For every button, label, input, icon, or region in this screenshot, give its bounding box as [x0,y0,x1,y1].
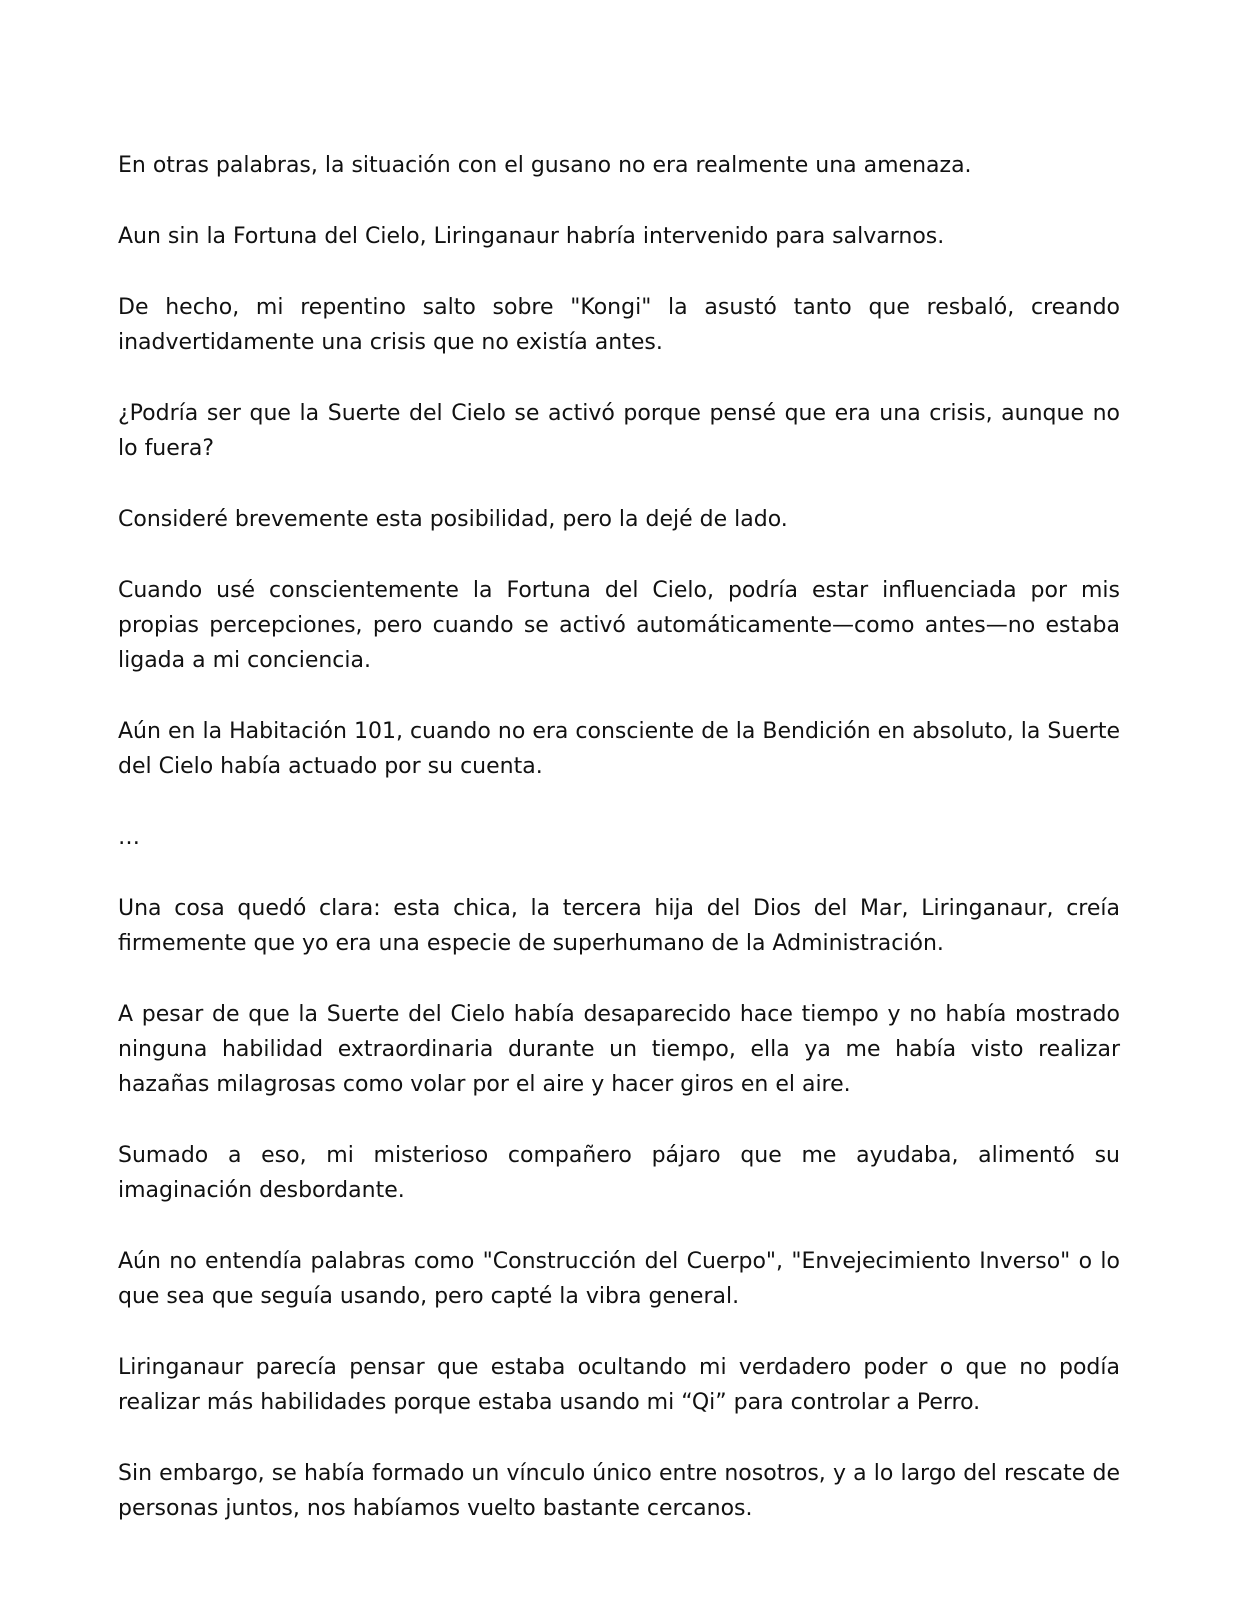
paragraph: Una cosa quedó clara: esta chica, la tercera hija del Dios del Mar, Liringanaur, creía firmemente que yo era una especie de superhumano de la Administración. [118,896,1120,956]
paragraph: Cuando usé conscientemente la Fortuna del Cielo, podría estar influenciada por mis propias percepciones, pero cuando se activó automáticamente—como antes—no estaba ligada a mi conciencia. [118,578,1120,673]
paragraph: A pesar de que la Suerte del Cielo había desaparecido hace tiempo y no había mostrado ninguna habilidad extraordinaria durante un tiempo, ella ya me había visto realizar hazañas milagrosas como volar por el aire y hacer giros en el aire. [118,1002,1120,1097]
paragraph: Liringanaur parecía pensar que estaba ocultando mi verdadero poder o que no podía realizar más habilidades porque estaba usando mi “Qi” para controlar a Perro. [118,1355,1120,1415]
paragraph: Aún en la Habitación 101, cuando no era consciente de la Bendición en absoluto, la Suerte del Cielo había actuado por su cuenta. [118,719,1120,779]
ellipsis-separator: … [118,825,140,850]
paragraph: Sin embargo, se había formado un vínculo único entre nosotros, y a lo largo del rescate de personas juntos, nos habíamos vuelto bastante cercanos. [118,1461,1120,1521]
paragraph: Sumado a eso, mi misterioso compañero pájaro que me ayudaba, alimentó su imaginación desbordante. [118,1143,1120,1203]
paragraph: En otras palabras, la situación con el gusano no era realmente una amenaza. [118,153,972,178]
paragraph: ¿Podría ser que la Suerte del Cielo se activó porque pensé que era una crisis, aunque no lo fuera? [118,401,1120,461]
paragraph: Consideré brevemente esta posibilidad, pero la dejé de lado. [118,507,788,532]
document-page [118,148,1120,1562]
paragraph: De hecho, mi repentino salto sobre "Kongi" la asustó tanto que resbaló, creando inadvertidamente una crisis que no existía antes. [118,295,1120,355]
paragraph: Aún no entendía palabras como "Construcción del Cuerpo", "Envejecimiento Inverso" o lo que sea que seguía usando, pero capté la vibra general. [118,1249,1120,1309]
paragraph: Aun sin la Fortuna del Cielo, Liringanaur habría intervenido para salvarnos. [118,224,945,249]
